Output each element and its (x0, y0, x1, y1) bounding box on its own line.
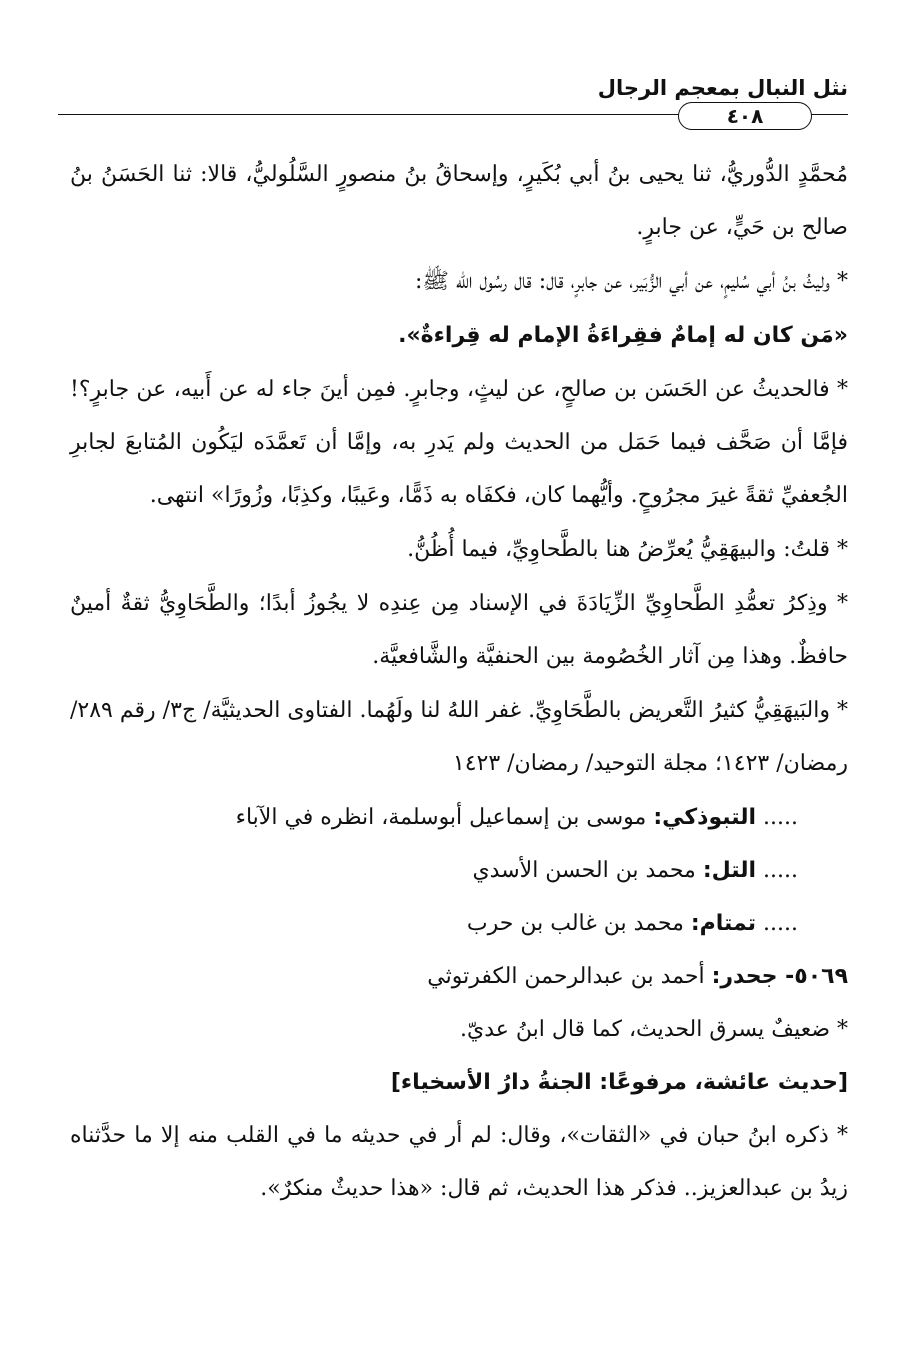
entry-text: محمد بن غالب بن حرب (466, 911, 691, 936)
entry-number: ٥٠٦٩- (785, 964, 848, 989)
entry-head: تمتام: (690, 911, 757, 936)
entry-head: التل: (702, 858, 757, 883)
entry-final-note: * ذكره ابنُ حبان في «الثقات»، وقال: لم أر في حديثه ما في القلب منه إلا ما حدَّثناه زيدُ بن عبدالعزيز.. فذكر هذا الحديث، ثم قال: «هذا حديثٌ منكرٌ». (70, 1123, 848, 1201)
entry-dots: ..... (763, 858, 798, 883)
hadith-quote: «مَن كان له إمامٌ فقِراءَةُ الإمام له قِراءةٌ». (398, 323, 848, 348)
running-header (58, 70, 848, 130)
entry-head: جحدر: (711, 964, 786, 989)
paragraph-note-3: * والبَيهَقِيُّ كثيرُ التَّعريض بالطَّحَاوِيِّ. غفر اللهُ لنا ولَهُما. الفتاوى الحديثيَّة/ ج٣/ رقم ٢٨٩/ رمضان/ ١٤٢٣؛ مجلة التوحيد/ رمضان/ ١٤٢٣ (70, 698, 848, 776)
entry-dots: ..... (763, 805, 798, 830)
entry-text: موسى بن إسماعيل أبوسلمة، انظره في الآباء (235, 805, 654, 830)
entry-text: أحمد بن عبدالرحمن الكفرتوثي (427, 964, 712, 989)
hadith-heading: [حديث عائشة، مرفوعًا: الجنةُ دارُ الأسخياء] (390, 1070, 848, 1095)
entry-note: * ضعيفٌ يسرق الحديث، كما قال ابنُ عديّ. (460, 1017, 848, 1042)
page-body (70, 148, 848, 1216)
paragraph-hadith-chain: * وليثُ بنُ أبي سُليمٍ، عن أبي الزُّبَير، عن جابرٍ، قال: قال رسُول الله ﷺ: (414, 269, 848, 294)
page-number: ٤٠٨ (678, 102, 812, 130)
entry-head: التبوذكي: (653, 805, 757, 830)
paragraph-discussion: * فالحديثُ عن الحَسَن بن صالحٍ، عن ليثٍ، وجابرٍ. فمِن أينَ جاء له عن أَبيه، عن جابرٍ؟! فإمَّا أن صَحَّف فيما حَمَل من الحديث ولم يَدرِ به، وإمَّا أن تَعمَّدَه ليَكُون المُتابعَ لجابرِ الجُعفيِّ ثقةً غيرَ مجرُوحٍ. وأيُّهما كان، فكفَاه به ذَمًّا، وعَيبًا، وكذِبًا، وزُورًا» انتهى. (70, 377, 848, 508)
book-title: نثل النبال بمعجم الرجال (597, 76, 848, 100)
paragraph-note-1: * قلتُ: والبيهَقِيُّ يُعرِّضُ هنا بالطَّحاوِيِّ، فيما أُظُنُّ. (407, 537, 848, 562)
entry-cross-reference (70, 791, 848, 844)
entry-dots: ..... (763, 911, 798, 936)
entry-cross-reference (70, 897, 848, 950)
paragraph-note-2: * وذِكرُ تعمُّدِ الطَّحاوِيِّ الزِّيَادَةَ في الإسناد مِن عِندِه لا يجُوزُ أبدًا؛ والطَّحَاوِيُّ ثقةٌ أمينٌ حافظٌ. وهذا مِن آثار الخُصُومة بين الحنفيَّة والشَّافعيَّة. (70, 591, 848, 669)
paragraph-hadith-text (70, 309, 848, 362)
entry-text: محمد بن الحسن الأسدي (472, 858, 703, 883)
entry-cross-reference (70, 844, 848, 897)
paragraph-isnad: مُحمَّدٍ الدُّوريُّ، ثنا يحيى بنُ أبي بُكَيرٍ، وإسحاقُ بنُ منصورٍ السَّلُوليُّ، قالا: ثنا الحَسَنُ بنُ صالح بن حَيٍّ، عن جابرٍ. (70, 162, 848, 240)
entry-main (70, 950, 848, 1003)
